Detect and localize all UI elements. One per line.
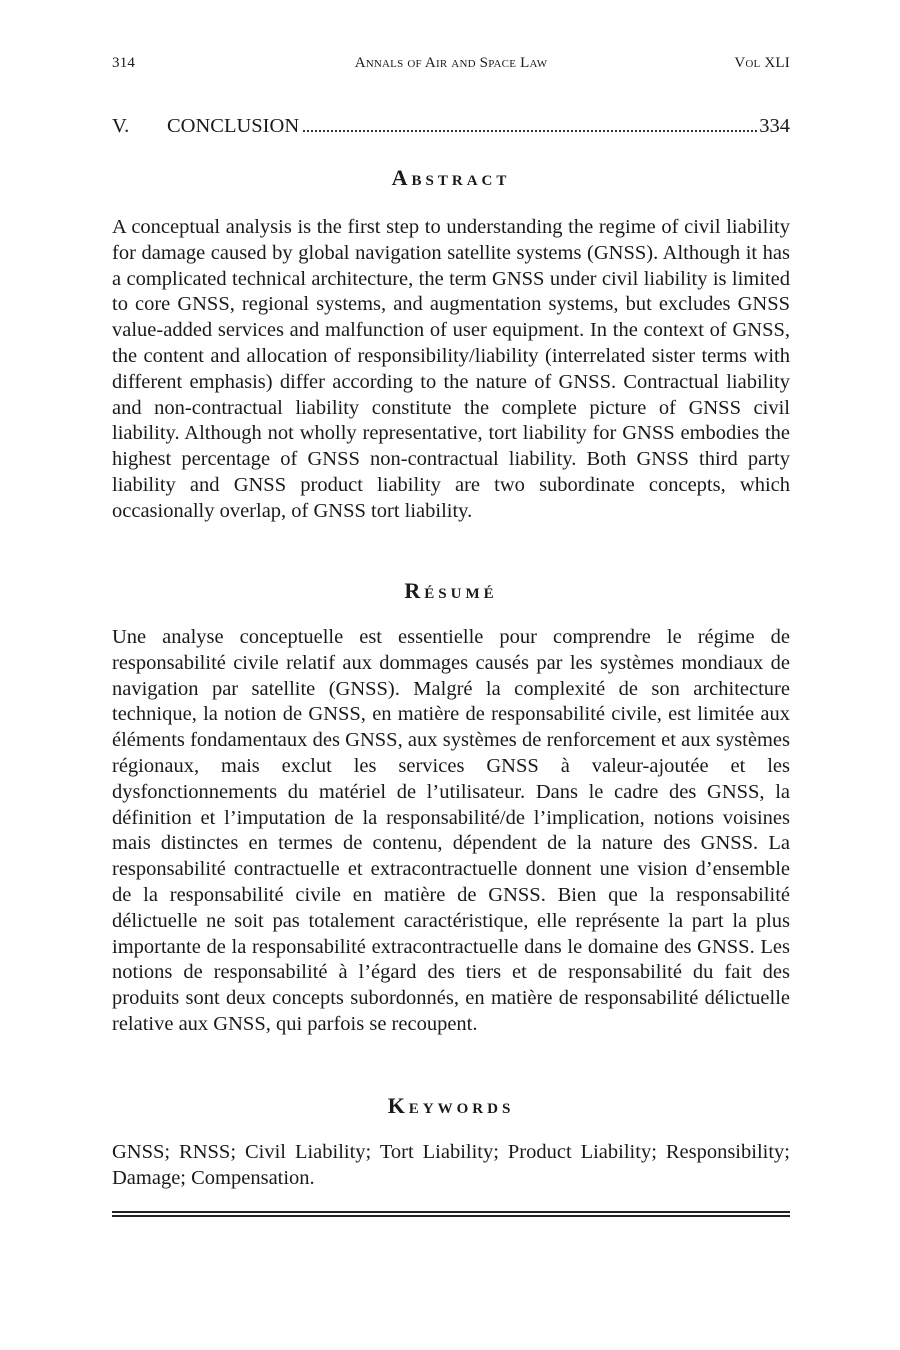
toc-entry-title: CONCLUSION — [167, 115, 300, 137]
toc-entry-number: V. — [112, 115, 130, 137]
resume-text: Une analyse conceptuelle est essentielle pour comprendre le régime de responsabilité civile relatif aux dommages causés par les systèmes mondiaux de navigation par satellite (GNSS). Malgré la complexité de son architecture technique, la notion de GNSS, en matière de responsabilité civile, est limitée aux éléments fondamentaux des GNSS, aux systèmes de renforcement et aux systèmes régionaux, mais exclut les services GNSS à valeur-ajoutée et les dysfonctionnements du matériel de l’utilisateur. Dans le cadre des GNSS, la définition et l’imputation de la responsabilité/de l’implication, notions voisines mais distinctes en termes de contenu, dépendent de la nature des GNSS. La responsabilité contractuelle et extracontractuelle donnent une vision d’ensemble de la responsabilité civile en matière de GNSS. Bien que la responsabilité délictuelle ne soit pas totalement caractéristique, elle représente la part la plus importante de la responsabilité extracontractuelle dans le domaine des GNSS. Les notions de responsabilité à l’égard des tiers et de responsabilité du fait des produits sont deux concepts subordonnés, en matière de responsabilité délictuelle relative aux GNSS, qui parfois se recoupent. — [112, 626, 790, 1035]
toc-leader-dots — [303, 129, 757, 132]
keywords-text: GNSS; RNSS; Civil Liability; Tort Liability; Product Liability; Responsibility; Damage; Compensation. — [112, 1141, 790, 1189]
abstract-heading: Abstract — [391, 165, 511, 190]
volume-label: Vol XLI — [734, 55, 790, 71]
keywords-heading: Keywords — [387, 1093, 515, 1118]
abstract-text: A conceptual analysis is the first step to understanding the regime of civil liability for damage caused by global navigation satellite systems (GNSS). Although it has a complicated technical architecture, the term GNSS under civil liability is limited to core GNSS, regional systems, and augmentation systems, but excludes GNSS value-added services and malfunction of user equipment. In the context of GNSS, the content and allocation of responsibility/liability (interrelated sister terms with different emphasis) differ according to the nature of GNSS. Contractual liability and non-contractual liability constitute the complete picture of GNSS civil liability. Although not wholly representative, tort liability for GNSS embodies the highest percentage of GNSS non-contractual liability. Both GNSS third party liability and GNSS product liability are two subordinate concepts, which occasionally overlap, of GNSS tort liability. — [112, 216, 790, 522]
toc-entry-page: 334 — [759, 115, 790, 137]
page-number: 314 — [112, 55, 136, 71]
double-rule-divider — [112, 1211, 790, 1217]
resume-heading: Résumé — [404, 578, 498, 603]
running-head — [112, 55, 790, 77]
journal-title: Annals of Air and Space Law — [354, 55, 548, 71]
toc-entry — [112, 115, 790, 138]
